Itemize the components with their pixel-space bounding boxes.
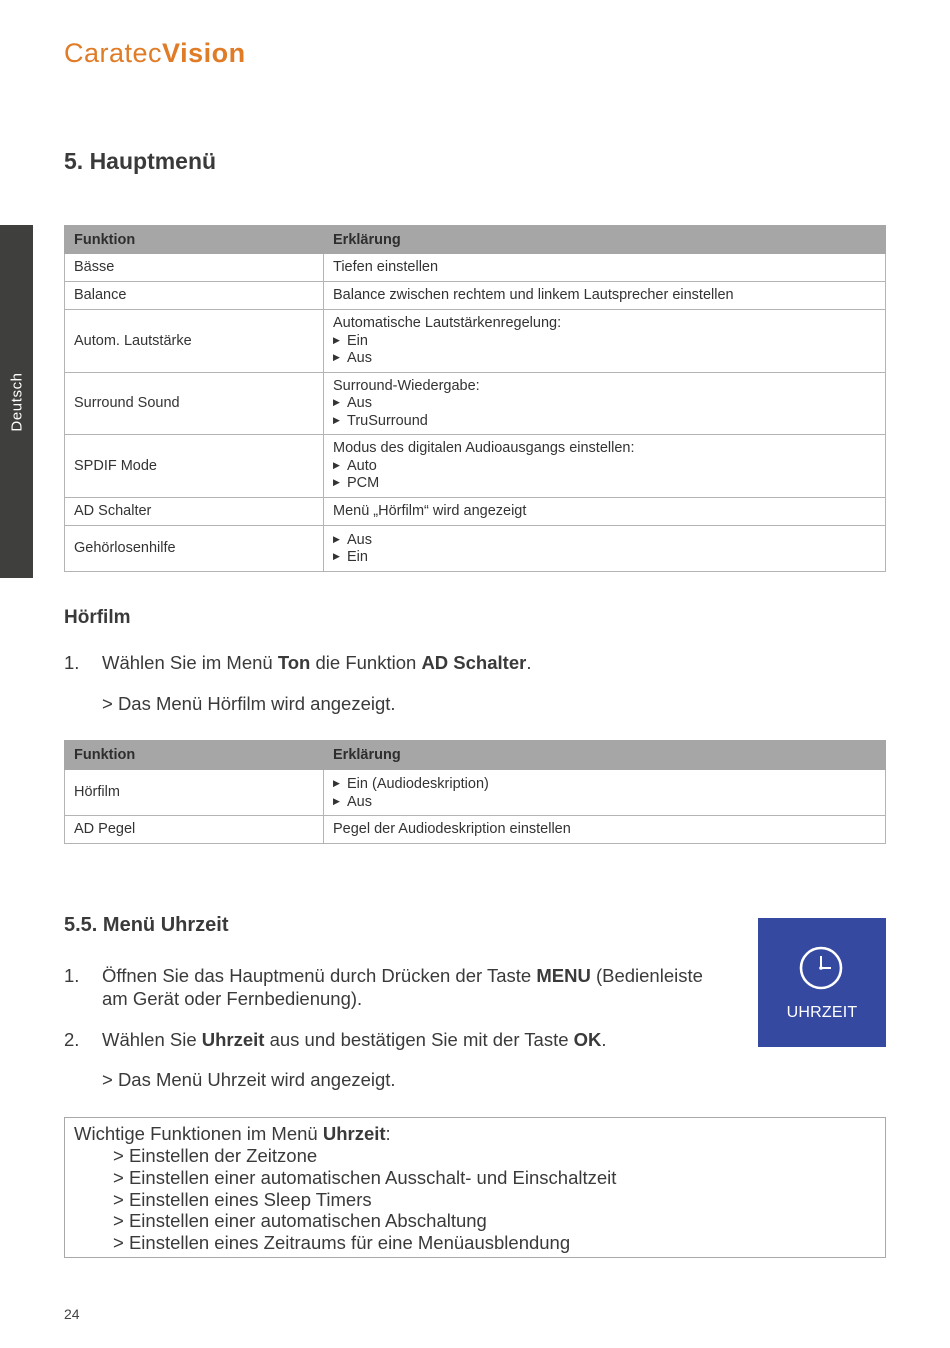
- bullet-item: ▶ Ein (Audiodeskription): [333, 775, 876, 793]
- bullet-item: ▶ TruSurround: [333, 412, 876, 430]
- cell-erklaerung: [324, 816, 886, 844]
- bullet-item: ▶ Auto: [333, 457, 876, 475]
- cell-erklaerung: [324, 282, 886, 310]
- clock-icon: [798, 945, 844, 991]
- column-header-funktion: Funktion: [65, 741, 324, 770]
- cell-funktion: Gehörlosenhilfe: [65, 525, 324, 571]
- bullet-item: ▶ Aus: [333, 531, 876, 549]
- cell-erklaerung: [324, 497, 886, 525]
- cell-funktion: Bässe: [65, 254, 324, 282]
- step-bold-function: AD Schalter: [421, 652, 527, 673]
- cell-erklaerung: [324, 770, 886, 816]
- hauptmenu-table: [64, 225, 886, 572]
- step-text-part: .: [526, 652, 532, 673]
- list-item: > Einstellen eines Zeitraums für eine Menüausblendung: [113, 1232, 616, 1254]
- cell-funktion: Balance: [65, 282, 324, 310]
- table-header-row: [65, 226, 886, 254]
- step-bold-menu: Uhrzeit: [201, 1029, 265, 1050]
- cell-erklaerung: [324, 525, 886, 571]
- cell-text: Automatische Lautstärkenregelung:: [333, 315, 562, 331]
- step-text: [102, 651, 722, 674]
- table-row: [65, 282, 886, 310]
- list-item: > Einstellen einer automatischen Ausschalt- und Einschaltzeit: [113, 1167, 616, 1189]
- uhrzeit-result: > Das Menü Uhrzeit wird angezeigt.: [102, 1069, 396, 1090]
- hoerfilm-result: > Das Menü Hörfilm wird angezeigt.: [102, 693, 396, 714]
- table-row: [65, 254, 886, 282]
- table-row: [65, 816, 886, 844]
- bullet-item: ▶ Ein: [333, 332, 876, 350]
- infobox-heading: [74, 1123, 391, 1145]
- hoerfilm-table: [64, 740, 886, 844]
- step-text-part: Wählen Sie: [102, 1029, 202, 1050]
- column-header-erklaerung: Erklärung: [324, 226, 886, 254]
- brand-logo: [64, 38, 246, 69]
- section-title-hauptmenu: 5. Hauptmenü: [64, 148, 217, 174]
- cell-text: Surround-Wiedergabe:: [333, 377, 480, 394]
- cell-funktion: AD Schalter: [65, 497, 324, 525]
- cell-erklaerung: [324, 435, 886, 498]
- section-title-uhrzeit: 5.5. Menü Uhrzeit: [64, 914, 229, 936]
- step-text-part: die Funktion: [310, 652, 422, 673]
- cell-funktion: Hörfilm: [65, 770, 324, 816]
- step-bold-key: OK: [573, 1029, 602, 1050]
- infobox-list: [113, 1145, 616, 1254]
- step-text-part: Wählen Sie im Menü: [102, 652, 278, 673]
- cell-text: Pegel der Audiodeskription einstellen: [333, 821, 571, 838]
- cell-text: Balance zwischen rechtem und linkem Lautsprecher einstellen: [333, 287, 734, 304]
- side-tab-label: Deutsch: [8, 371, 25, 432]
- cell-text: Modus des digitalen Audioausgangs einstellen:: [333, 440, 635, 456]
- cell-text: Menü „Hörfilm“ wird angezeigt: [333, 502, 527, 519]
- language-side-tab: [0, 225, 33, 578]
- step-text-part: aus und bestätigen Sie mit der Taste: [264, 1029, 574, 1050]
- list-item: > Einstellen eines Sleep Timers: [113, 1189, 616, 1211]
- logo-part-2: Vision: [162, 38, 246, 68]
- bullet-item: ▶ Aus: [333, 793, 876, 811]
- step-bold-key: MENU: [536, 965, 591, 986]
- infobox-heading-text: Wichtige Funktionen im Menü: [74, 1123, 323, 1144]
- uhrzeit-functions-box: [64, 1117, 886, 1258]
- bullet-item: ▶ Ein: [333, 548, 876, 566]
- step-number: 1.: [64, 652, 80, 673]
- infobox-heading-colon: :: [385, 1123, 391, 1144]
- column-header-erklaerung: Erklärung: [324, 741, 886, 770]
- uhrzeit-menu-icon-tile: [758, 918, 886, 1047]
- step-text: [102, 1028, 762, 1051]
- table-row: [65, 497, 886, 525]
- list-item: > Einstellen einer automatischen Abschaltung: [113, 1210, 616, 1232]
- cell-funktion: Autom. Lautstärke: [65, 310, 324, 373]
- bullet-item: ▶ Aus: [333, 394, 876, 412]
- bullet-item: ▶ Aus: [333, 349, 876, 367]
- column-header-funktion: Funktion: [65, 226, 324, 254]
- step-number: 2.: [64, 1029, 80, 1050]
- infobox-heading-bold: Uhrzeit: [322, 1123, 386, 1144]
- table-row: [65, 525, 886, 571]
- table-row: [65, 372, 886, 435]
- cell-funktion: SPDIF Mode: [65, 435, 324, 498]
- uhrzeit-icon-label: UHRZEIT: [786, 1004, 858, 1021]
- subsection-title-hoerfilm: Hörfilm: [64, 607, 131, 628]
- step-text-part: (Bedienleiste am Gerät oder Fernbedienung).: [102, 965, 703, 1009]
- step-text-part: .: [601, 1029, 607, 1050]
- table-row: [65, 770, 886, 816]
- table-header-row: [65, 741, 886, 770]
- table-row: [65, 435, 886, 498]
- uhrzeit-step-1: [64, 964, 744, 1012]
- cell-erklaerung: [324, 372, 886, 435]
- step-text-part: Öffnen Sie das Hauptmenü durch Drücken der Taste: [102, 965, 537, 986]
- bullet-item: ▶ PCM: [333, 474, 876, 492]
- cell-erklaerung: [324, 310, 886, 373]
- cell-text: Tiefen einstellen: [333, 259, 439, 276]
- list-item: > Einstellen der Zeitzone: [113, 1145, 616, 1167]
- page-number: 24: [64, 1306, 80, 1322]
- cell-funktion: AD Pegel: [65, 816, 324, 844]
- table-row: [65, 310, 886, 373]
- step-text: [102, 964, 722, 1010]
- cell-erklaerung: [324, 254, 886, 282]
- step-number: 1.: [64, 965, 80, 986]
- step-bold-menu: Ton: [277, 652, 311, 673]
- cell-funktion: Surround Sound: [65, 372, 324, 435]
- logo-part-1: Caratec: [64, 38, 163, 68]
